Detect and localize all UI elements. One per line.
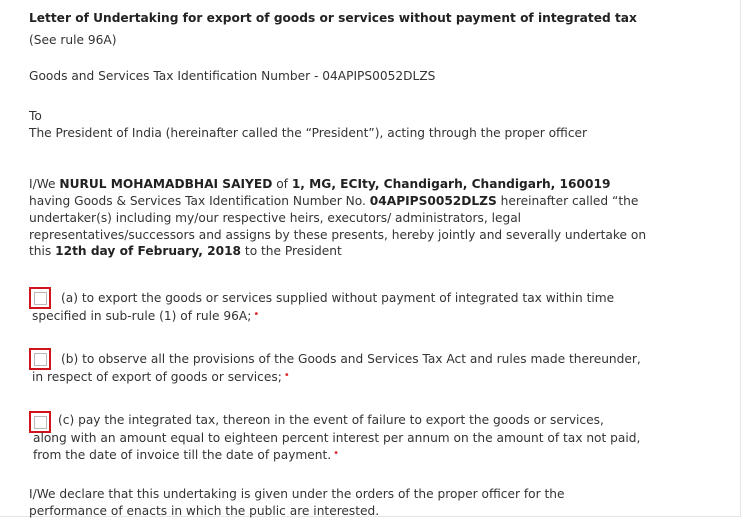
clause-c-line-2: along with an amount equal to eighteen percent interest per annum on the amount of tax not paid, (33, 431, 641, 445)
clause-b-checkbox[interactable] (29, 348, 51, 370)
declaration-line-1: I/We declare that this undertaking is given under the orders of the proper officer for the (29, 487, 565, 501)
clause-c-text: from the date of invoice till the date of payment. (33, 448, 332, 462)
undertaker-prefix: I/We (29, 177, 60, 191)
clause-b-text: in respect of export of goods or services; (32, 370, 282, 384)
clause-a-line-1: (a) to export the goods or services supplied without payment of integrated tax within time (61, 291, 615, 305)
undertaker-line2-suffix: hereinafter called “the (496, 194, 639, 208)
clause-b-checkbox-box (34, 353, 47, 366)
undertaker-line-3: undertaker(s) including my/our respective heirs, executors/ administrators, legal (29, 211, 522, 225)
undertaker-line-1 (29, 176, 610, 193)
clause-b-line-2 (32, 369, 290, 387)
required-marker: • (253, 309, 260, 320)
undertaker-name: NURUL MOHAMADBHAI SAIYED (59, 177, 273, 191)
clause-a-checkbox-box (34, 292, 47, 305)
undertaker-address: 1, MG, ECIty, Chandigarh, Chandigarh, 160019 (291, 177, 611, 191)
president-line: The President of India (hereinafter called the “President”), acting through the proper officer (29, 126, 588, 140)
undertaker-line-5 (29, 243, 342, 260)
clause-b-line-1: (b) to observe all the provisions of the Goods and Services Tax Act and rules made thereunder, (61, 352, 641, 366)
undertaker-line-2 (29, 193, 638, 210)
required-marker: • (283, 370, 290, 381)
form-title: Letter of Undertaking for export of goods or services without payment of integrated tax (29, 11, 637, 25)
undertaker-line5-prefix: this (29, 244, 56, 258)
undertaker-gstin: 04APIPS0052DLZS (369, 194, 497, 208)
to-label: To (29, 109, 42, 123)
undertaker-line2-prefix: having Goods & Services Tax Identification Number No. (29, 194, 370, 208)
required-marker: • (333, 448, 340, 459)
clause-c-line-3 (33, 447, 339, 465)
gstin-line: Goods and Services Tax Identification Number - 04APIPS0052DLZS (29, 69, 436, 83)
declaration-line-2: performance of enacts in which the public are interested. (29, 504, 380, 518)
undertaker-of: of (272, 177, 292, 191)
undertaker-date: 12th day of February, 2018 (55, 244, 242, 258)
clause-c-checkbox-box (34, 416, 47, 429)
clause-a-line-2 (32, 308, 259, 326)
clause-a-checkbox[interactable] (29, 287, 51, 309)
undertaker-line5-suffix: to the President (241, 244, 342, 258)
undertaker-line-4: representatives/successors and assigns by these presents, hereby jointly and severally undertake on (29, 228, 647, 242)
clause-c-line-1: (c) pay the integrated tax, thereon in the event of failure to export the goods or services, (58, 413, 604, 427)
clause-a-text: specified in sub-rule (1) of rule 96A; (32, 309, 252, 323)
rule-reference: (See rule 96A) (29, 33, 117, 47)
